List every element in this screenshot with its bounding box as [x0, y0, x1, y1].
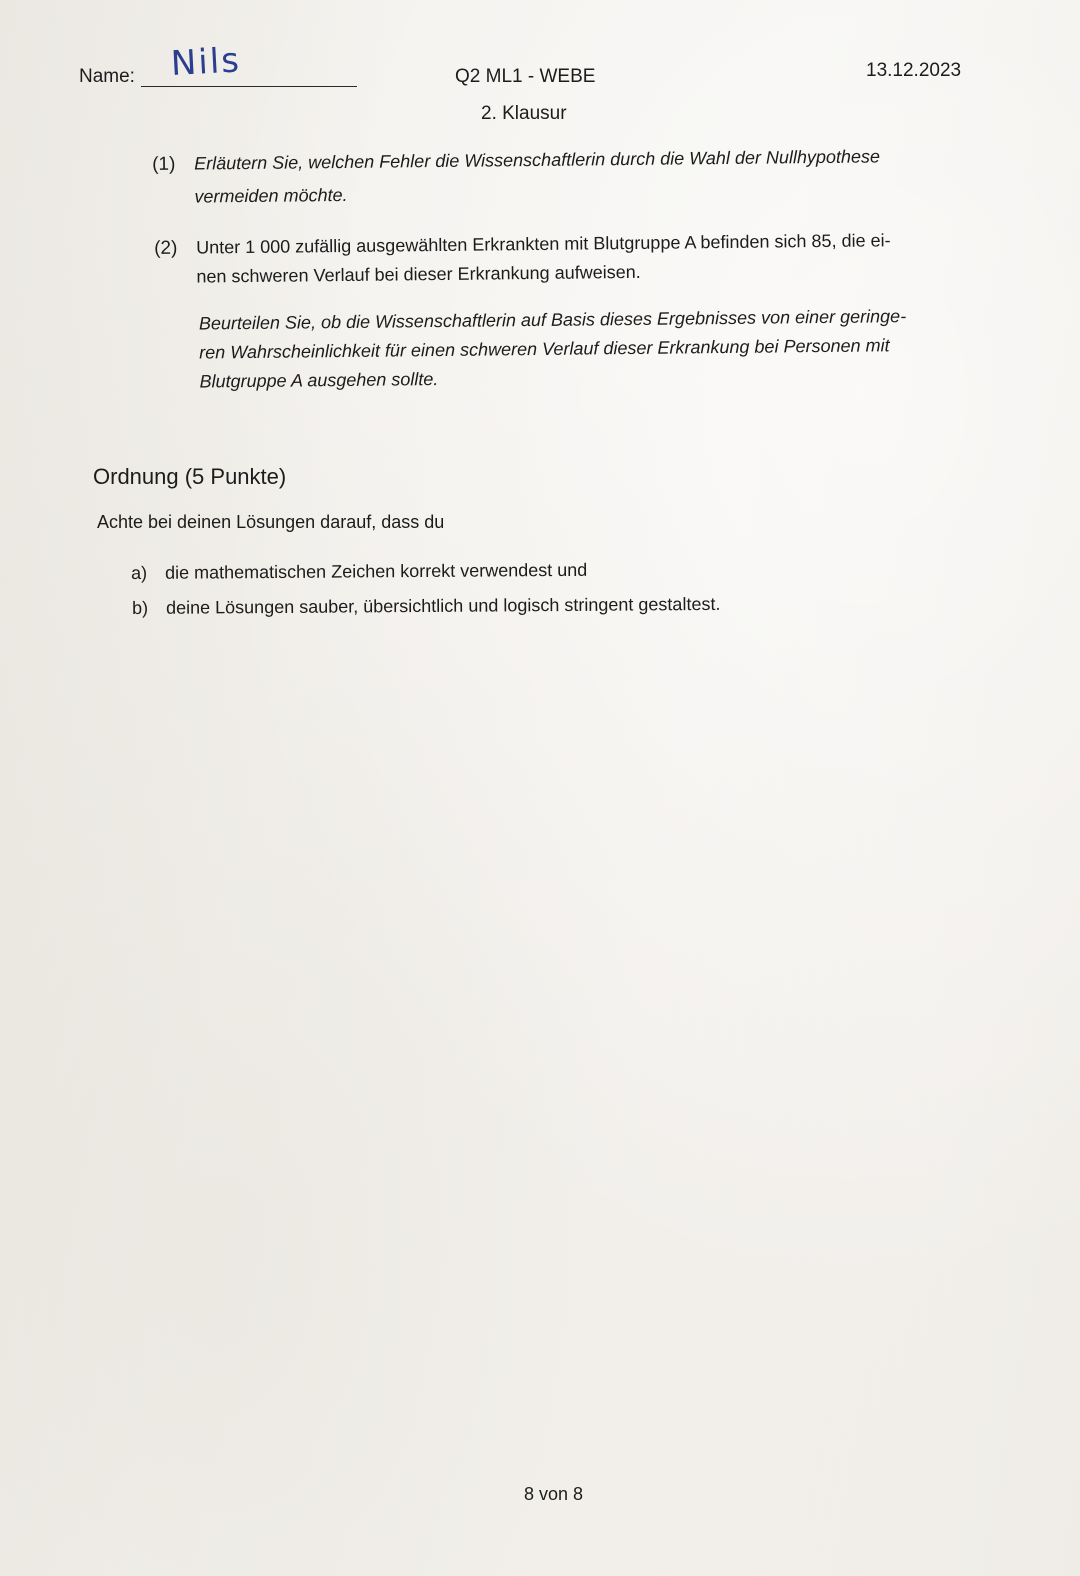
ordnung-item-b	[132, 594, 721, 619]
item-label: b)	[132, 597, 149, 618]
ordnung-item-a	[131, 560, 587, 584]
item-text: deine Lösungen sauber, übersichtlich und logisch stringent gestaltest.	[165, 593, 721, 618]
task-line: Erläutern Sie, welchen Fehler die Wissenschaftlerin durch die Wahl der Nullhypothese	[194, 146, 881, 174]
exam-title: 2. Klausur	[481, 103, 567, 124]
task-text	[194, 142, 880, 211]
task-line: Blutgruppe A ausgehen sollte.	[199, 369, 439, 392]
exam-date: 13.12.2023	[866, 60, 962, 81]
task-line: Beurteilen Sie, ob die Wissenschaftlerin auf Basis dieses Ergebnisses von einer geringe-	[198, 306, 907, 334]
task-number: (1)	[152, 153, 176, 175]
page-number: 8 von 8	[524, 1484, 584, 1504]
task-line: ren Wahrscheinlichkeit für einen schweren Verlauf dieser Erkrankung bei Personen mit	[199, 335, 890, 363]
task-number: (2)	[154, 237, 178, 259]
item-label: a)	[131, 562, 148, 583]
task-question	[199, 302, 907, 396]
course-code: Q2 ML1 - WEBE	[455, 66, 596, 87]
name-label: Name:	[79, 66, 135, 87]
task-text	[196, 226, 891, 291]
ordnung-intro: Achte bei deinen Lösungen darauf, dass du	[97, 512, 445, 532]
item-text: die mathematischen Zeichen korrekt verwendest und	[164, 559, 588, 583]
handwritten-name: Nils	[169, 40, 242, 84]
task-line: vermeiden möchte.	[194, 184, 348, 207]
task-line: Unter 1 000 zufällig ausgewählten Erkrankten mit Blutgruppe A befinden sich 85, die ei-	[196, 230, 891, 258]
name-underline	[141, 86, 357, 87]
task-line: nen schweren Verlauf bei dieser Erkrankung aufweisen.	[196, 261, 641, 287]
ordnung-heading: Ordnung (5 Punkte)	[93, 464, 287, 489]
